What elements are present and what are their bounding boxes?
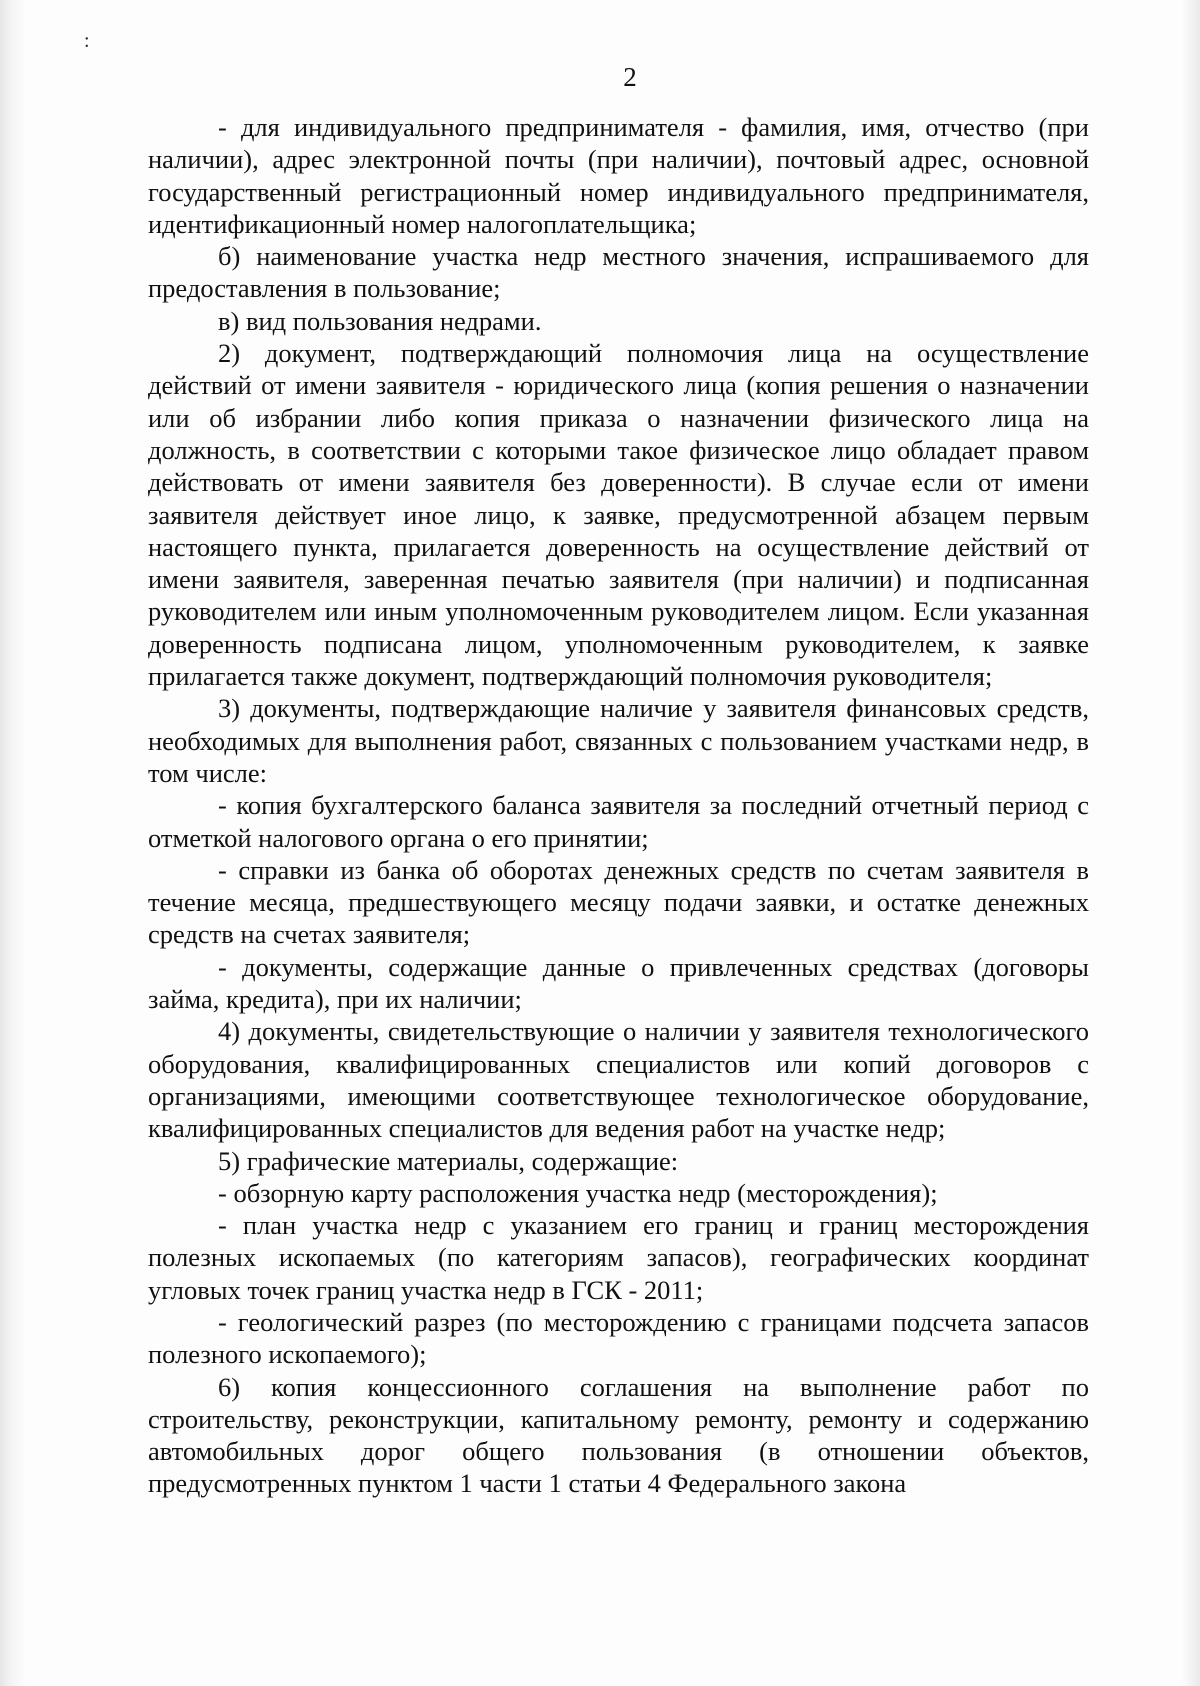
paragraph-bank-statements: - справки из банка об оборотах денежных средств по счетам заявителя в течение месяца, предшествующего месяцу подачи заявки, и остатке денежных средств на счетах заявителя;	[148, 854, 1089, 950]
paragraph-overview-map: - обзорную карту расположения участка недр (месторождения);	[218, 1177, 938, 1208]
scan-edge-left	[0, 0, 26, 1686]
paragraph-item-6: 6) копия концессионного соглашения на выполнение работ по строительству, реконструкции, капитальному ремонту, ремонту и содержанию автомобильных дорог общего пользования (в отношении объектов, предусмотренных пунктом 1 части 1 статьи 4 Федерального закона	[148, 1371, 1089, 1499]
paragraph-site-plan: - план участка недр с указанием его границ и границ месторождения полезных ископаемых (по категориям запасов), географических координат угловых точек границ участка недр в ГСК - 2011;	[148, 1210, 1089, 1305]
page-number: 2	[623, 62, 637, 92]
scan-speck: :	[84, 30, 90, 52]
scan-edge-right	[1182, 0, 1200, 1686]
paragraph-individual-entrepreneur: - для индивидуального предпринимателя - фамилия, имя, отчество (при наличии), адрес электронной почты (при наличии), почтовый адрес, основной государственный регистрационный номер индивидуального предпринимателя, идентификационный номер налогоплательщика;	[148, 112, 1089, 239]
paragraph-geological-section: - геологический разрез (по месторождению с границами подсчета запасов полезного ископаемого);	[148, 1306, 1089, 1370]
paragraph-item-3: 3) документы, подтверждающие наличие у заявителя финансовых средств, необходимых для выполнения работ, связанных с пользованием участками недр, в том числе:	[148, 693, 1089, 788]
paragraph-item-v: в) вид пользования недрами.	[218, 305, 542, 336]
paragraph-borrowed-funds: - документы, содержащие данные о привлеченных средствах (договоры займа, кредита), при их наличии;	[148, 951, 1089, 1015]
paragraph-item-4: 4) документы, свидетельствующие о наличии у заявителя технологического оборудования, квалифицированных специалистов или копий договоров с организациями, имеющими соответствующее технологическое оборудование, квалифицированных специалистов для ведения работ на участке недр;	[148, 1016, 1089, 1144]
document-body	[148, 111, 1089, 1500]
paragraph-item-5: 5) графические материалы, содержащие:	[218, 1145, 679, 1176]
paragraph-balance-copy: - копия бухгалтерского баланса заявителя за последний отчетный период с отметкой налогового органа о его принятии;	[148, 790, 1089, 853]
paragraph-item-2: 2) документ, подтверждающий полномочия лица на осуществление действий от имени заявителя - юридического лица (копия решения о назначении или об избрании либо копия приказа о назначении физического лица на должность, в соответствии с которыми такое физическое лицо обладает правом действовать от имени заявителя без доверенности). В случае если от имени заявителя действует иное лицо, к заявке, предусмотренной абзацем первым настоящего пункта, прилагается доверенность на осуществление действий от имени заявителя, заверенная печатью заявителя (при наличии) и подписанная руководителем или иным уполномоченным руководителем лицом. Если указанная доверенность подписана лицом, уполномоченным руководителем, к заявке прилагается также документ, подтверждающий полномочия руководителя;	[148, 338, 1089, 692]
paragraph-item-b: б) наименование участка недр местного значения, испрашиваемого для предоставления в пользование;	[148, 241, 1089, 304]
